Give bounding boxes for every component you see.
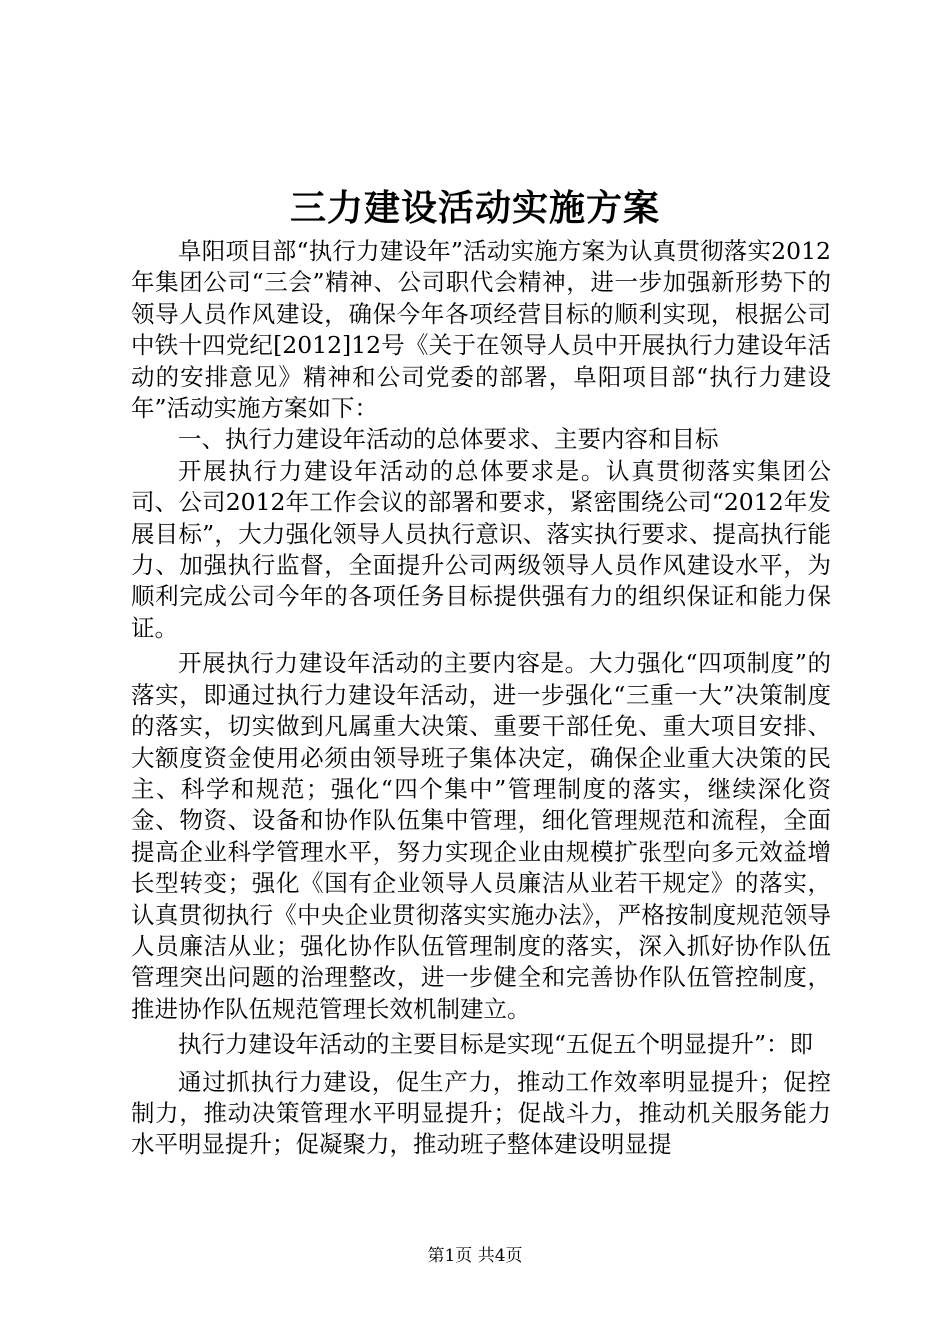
paragraph-five-promotions: 通过抓执行力建设，促生产力，推动工作效率明显提升；促控制力，推动决策管理水平明显提升；促战斗力，推动机关服务能力水平明显提升；促凝聚力，推动班子整体建设明显提 — [131, 1067, 831, 1159]
paragraph-overall-requirements: 开展执行力建设年活动的总体要求是。认真贯彻落实集团公司、公司2012年工作会议的部署和要求，紧密围绕公司“2012年发展目标”，大力强化领导人员执行意识、落实执行要求、提高执行能力、加强执行监督，全面提升公司两级领导人员作风建设水平，为顺利完成公司今年的各项任务目标提供强有力的组织保证和能力保证。 — [131, 456, 831, 642]
page-footer: 第1页 共4页 — [427, 1246, 523, 1266]
document-body — [131, 236, 831, 1161]
document-title: 三力建设活动实施方案 — [289, 187, 660, 229]
section-heading-1: 一、执行力建设年活动的总体要求、主要内容和目标 — [178, 425, 719, 454]
paragraph-main-goals: 执行力建设年活动的主要目标是实现“五促五个明显提升”：即 — [178, 1030, 814, 1059]
paragraph-main-content: 开展执行力建设年活动的主要内容是。大力强化“四项制度”的落实，即通过执行力建设年活动，进一步强化“三重一大”决策制度的落实，切实做到凡属重大决策、重要干部任免、重大项目安排、大额度资金使用必须由领导班子集体决定，确保企业重大决策的民主、科学和规范；强化“四个集中”管理制度的落实，继续深化资金、物资、设备和协作队伍集中管理，细化管理规范和流程，全面提高企业科学管理水平，努力实现企业由规模扩张型向多元效益增长型转变；强化《国有企业领导人员廉洁从业若干规定》的落实，认真贯彻执行《中央企业贯彻落实实施办法》，严格按制度规范领导人员廉洁从业；强化协作队伍管理制度的落实，深入抓好协作队伍管理突出问题的治理整改，进一步健全和完善协作队伍管控制度，推进协作队伍规范管理长效机制建立。 — [131, 649, 831, 1023]
paragraph-intro: 阜阳项目部“执行力建设年”活动实施方案为认真贯彻落实2012年集团公司“三会”精神、公司职代会精神，进一步加强新形势下的领导人员作风建设，确保今年各项经营目标的顺利实现，根据公司中铁十四党纪[2012]12号《关于在领导人员中开展执行力建设年活动的安排意见》精神和公司党委的部署，阜阳项目部“执行力建设年”活动实施方案如下： — [131, 237, 831, 423]
